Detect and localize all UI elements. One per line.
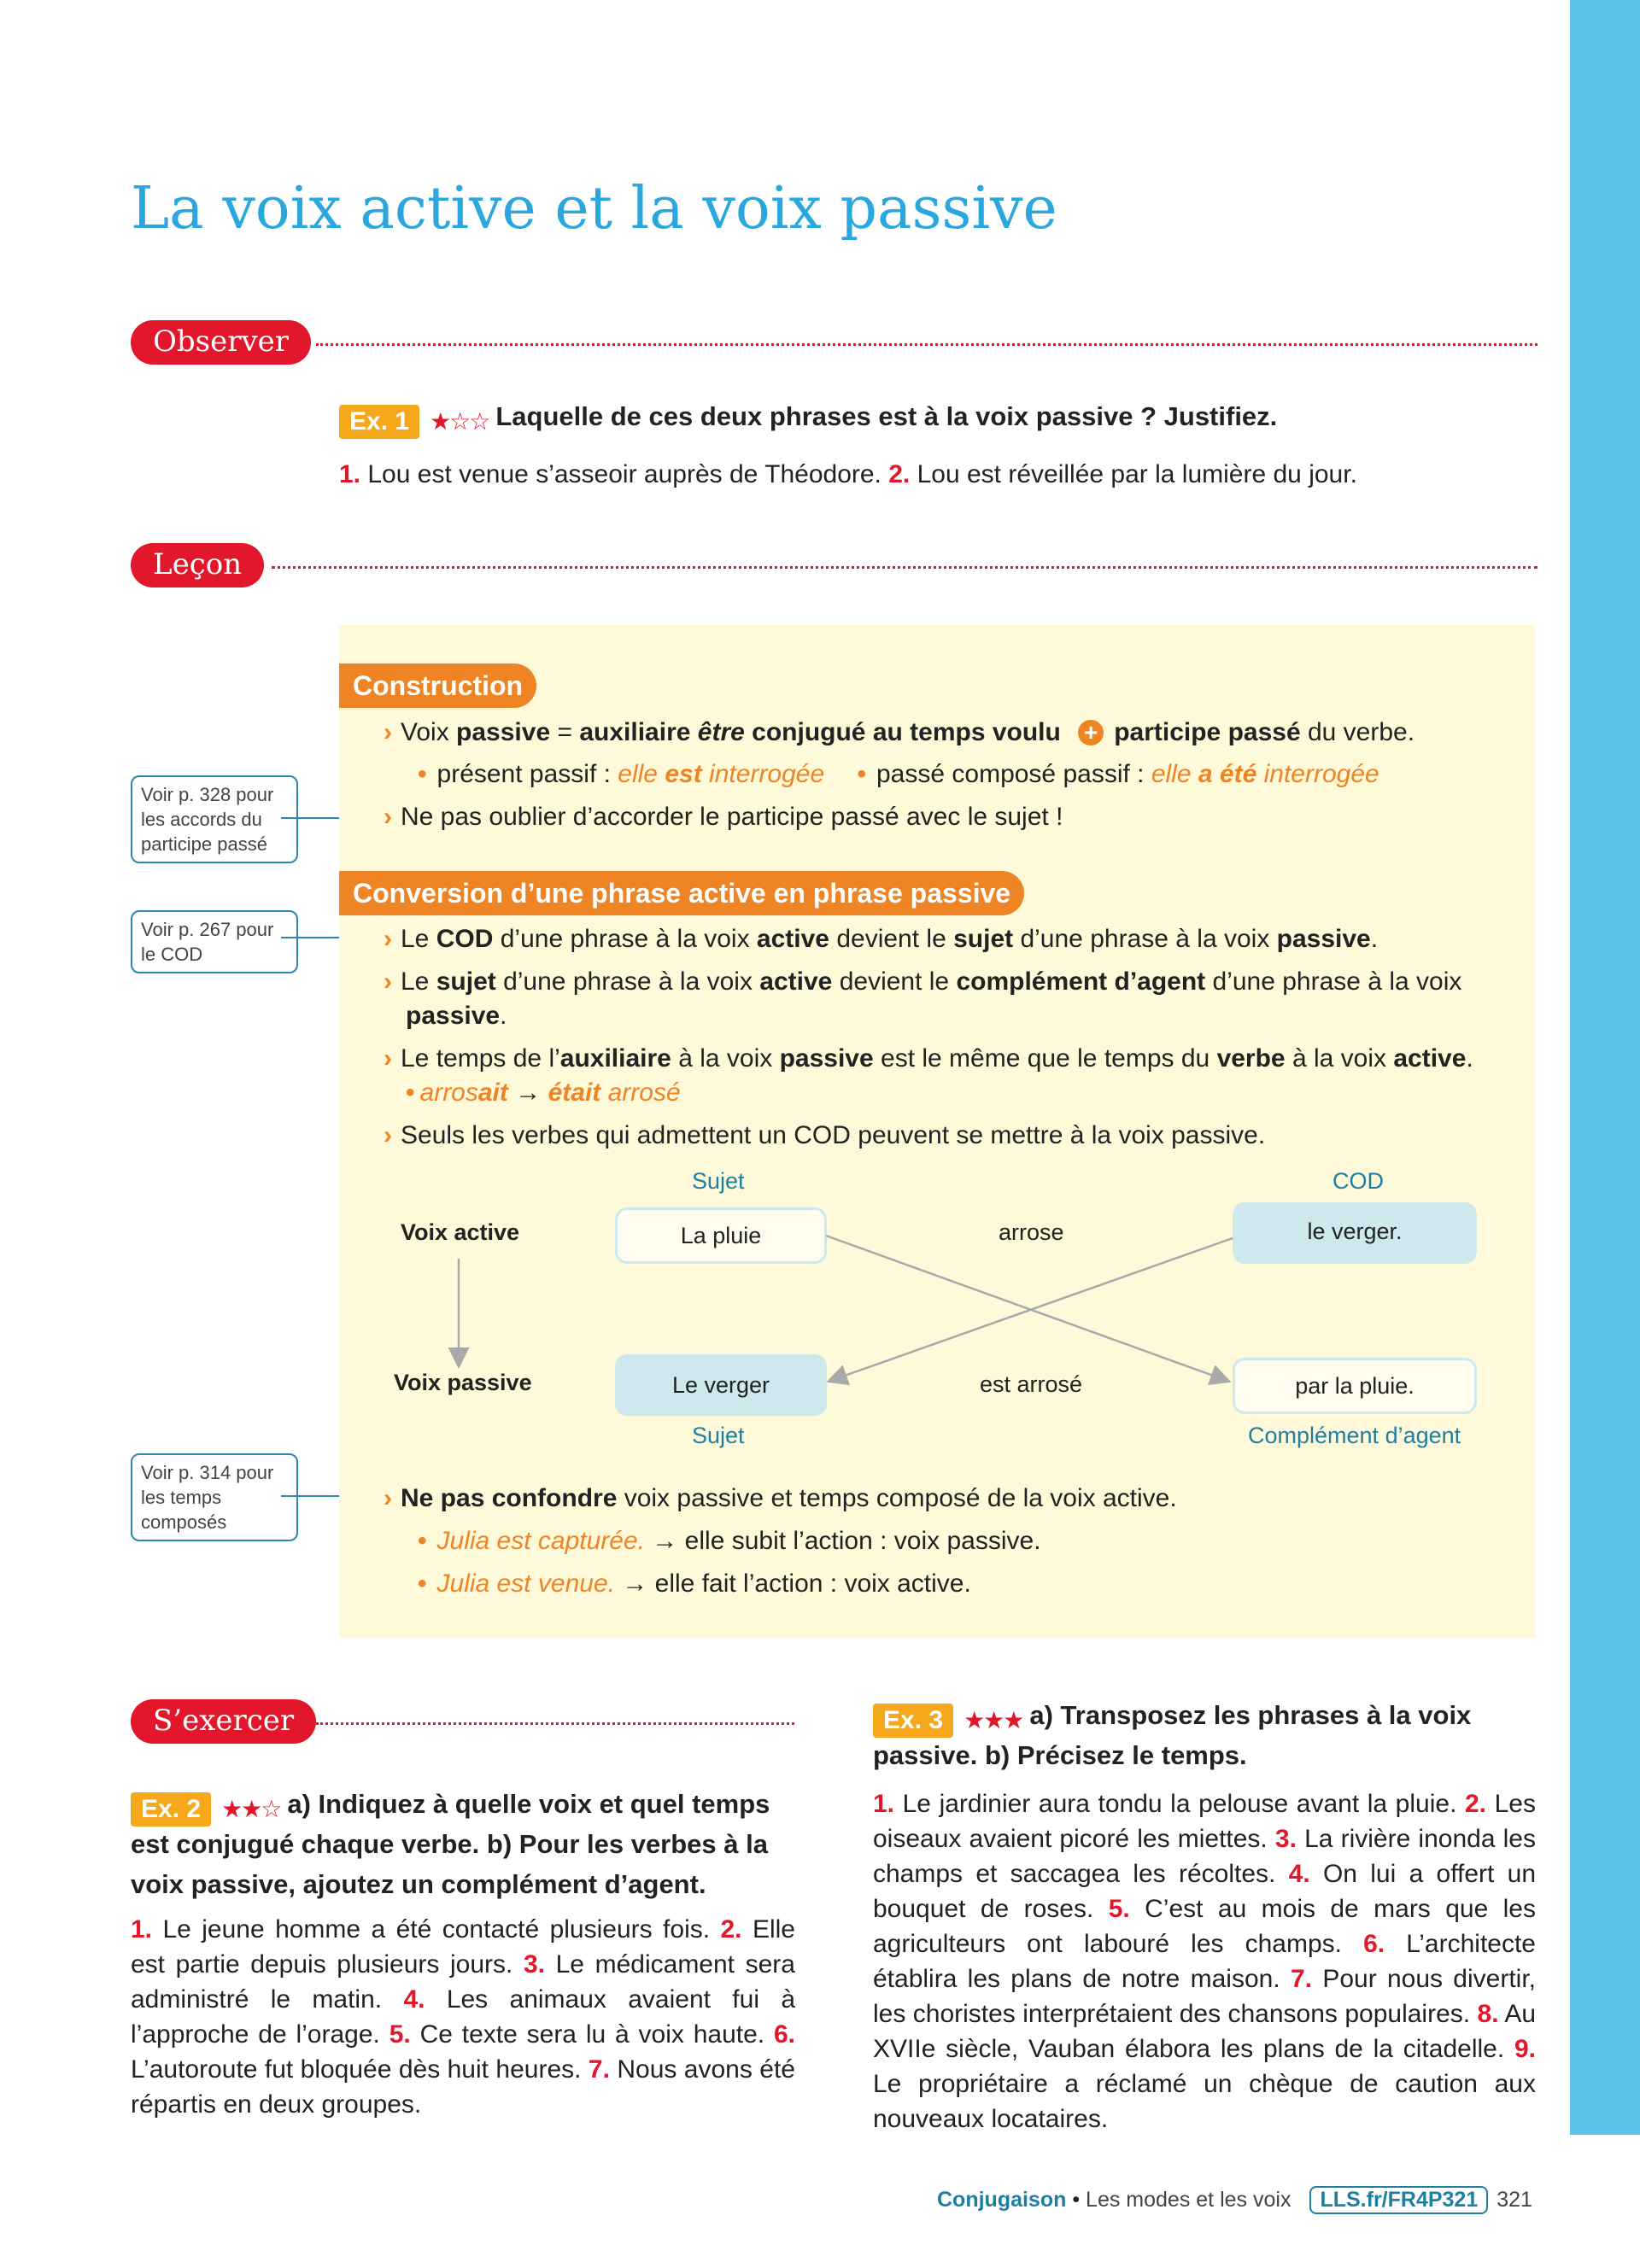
item-number: 2. [888,460,911,488]
conversion-rule-4: › Seuls les verbes qui admettent un COD peuvent se mettre à la voix passive. [384,1121,1266,1149]
section-divider [272,566,1538,569]
box-le-verger-cod: le verger. [1233,1202,1477,1264]
lesson-box [339,625,1535,1638]
ex3-item: Pour nous divertir, les choristes interprétaient des chansons populaires. [873,1965,1536,2028]
section-observer: Observer [131,320,311,365]
section-divider [316,1722,794,1725]
page-footer [937,2186,1532,2214]
label-voix-active: Voix active [401,1219,520,1245]
conversion-rule-2-cont: passive. [406,1002,507,1030]
side-note-temps-composes: Voir p. 314 pour les temps composés [131,1453,298,1541]
conversion-tag: Conversion d’une phrase active en phrase passive [339,871,1024,915]
side-note-cod: Voir p. 267 pour le COD [131,910,298,973]
construction-rule: › Voix passive = auxiliaire être conjugué au temps voulu + participe passé du verbe. [384,718,1415,746]
ex1-badge: Ex. 1 [339,405,419,439]
item-number: 1. [339,460,361,488]
label-sujet-bottom: Sujet [692,1423,745,1448]
ex1-question: Laquelle de ces deux phrases est à la voix passive ? Justifiez. [495,401,1278,431]
difficulty-stars: ★★★ [964,1707,1023,1734]
ex2-item: Ce texte sera lu à voix haute. [419,2020,765,2049]
conversion-rule-1: › Le COD d’une phrase à la voix active devient le sujet d’une phrase à la voix passive. [384,925,1379,953]
ex3-item: Au XVIIe siècle, Vauban élabora les plans de la citadelle. [873,2000,1537,2063]
ex2-item: Le médicament sera administré le matin. [131,1950,795,2014]
ex2-item: Elle est partie depuis plusieurs jours. [131,1915,795,1979]
ex3-heading [873,1698,1536,1778]
note-connector [281,937,339,938]
ex2-item: Nous avons été répartis en deux groupes. [131,2055,795,2119]
page-number: 321 [1496,2188,1532,2212]
label-sujet-top: Sujet [692,1168,745,1194]
plus-icon: + [1078,720,1104,745]
section-sexercer: S’exercer [131,1699,316,1744]
box-le-verger: Le verger [615,1354,827,1416]
agreement-rule: › Ne pas oublier d’accorder le participe passé avec le sujet ! [384,803,1063,831]
side-note-participe: Voir p. 328 pour les accords du participe passé [131,775,298,863]
label-est-arrose: est arrosé [980,1371,1083,1397]
ex3-item: Le propriétaire a réclamé un chèque de caution aux nouveaux locataires. [873,2070,1536,2133]
ex1-sentences [339,457,1357,492]
ex3-question: a) Transposez les phrases à la voix passive. b) Précisez le temps. [873,1700,1472,1771]
arrow-icon: → [652,1527,678,1555]
label-complement-agent: Complément d’agent [1248,1423,1461,1448]
ex3-item: On lui a offert un bouquet de roses. [873,1860,1537,1923]
label-arrose: arrose [999,1219,1064,1245]
footer-separator: • [1066,2188,1086,2212]
ex3-item: Les oiseaux avaient picoré les miettes. [873,1790,1536,1853]
ex1-sentence-1: Lou est venue s’asseoir auprès de Théodore. [367,460,882,488]
conversion-rule-3: › Le temps de l’auxiliaire à la voix passive est le même que le temps du verbe à la voix active. [384,1044,1473,1073]
arrow-sujet-to-agent [826,1236,1227,1381]
ex2-item: Les animaux avaient fui à l’approche de l’orage. [131,1985,795,2049]
confusion-example-1: • Julia est capturée. → elle subit l’action : voix passive. [418,1527,1041,1555]
note-connector [281,817,339,819]
conversion-rule-2: › Le sujet d’une phrase à la voix active devient le complément d’agent d’une phrase à la voix [384,967,1462,996]
ex2-item: L’autoroute fut bloquée dès huit heures. [131,2055,582,2084]
difficulty-stars: ★★☆ [221,1796,281,1823]
arrow-icon: → [622,1569,648,1598]
note-connector [281,1495,339,1497]
construction-examples: • présent passif : elle est interrogée • passé composé passif : elle a été interrogée [418,760,1379,788]
ex2-items: 1. Le jeune homme a été contacté plusieurs fois. 2. Elle est partie depuis plusieurs jours. 3. Le médicament sera administré le matin. 4. Les animaux avaient fui à l’approche de l’orage. 5. Ce texte sera lu à voix haute. 6. L’autoroute fut bloquée dès huit heures. 7. Nous avons été répartis en deux groupes. [131,1915,795,2119]
conversion-example: • arrosait → était arrosé [406,1078,681,1107]
construction-tag: Construction [339,663,536,708]
ex1-sentence-2: Lou est réveillée par la lumière du jour. [917,460,1357,488]
box-par-la-pluie: par la pluie. [1233,1358,1477,1414]
label-voix-passive: Voix passive [394,1370,532,1395]
ex3-item: La rivière inonda les champs et saccagea les récoltes. [873,1825,1536,1888]
difficulty-stars: ★☆☆ [430,408,489,435]
page-title: La voix active et la voix passive [131,175,1057,243]
ex3-item: L’architecte établira les plans de notre maison. [873,1930,1536,1993]
chevron-icon: › [384,803,392,831]
footer-subject: Conjugaison [937,2188,1067,2212]
label-cod-top: COD [1332,1168,1384,1194]
ex2-heading [131,1786,795,1907]
arrow-icon: → [515,1078,542,1107]
section-lecon: Leçon [131,543,264,587]
confusion-example-2: • Julia est venue. → elle fait l’action : voix active. [418,1569,971,1598]
ex2-question: a) Indiquez à quelle voix et quel temps est conjugué chaque verbe. b) Pour les verbes à la voix passive, ajoutez un complément d’agent. [131,1789,770,1900]
ex3-badge: Ex. 3 [873,1704,953,1738]
ex2-item: Le jeune homme a été contacté plusieurs fois. [162,1915,711,1944]
ex3-item: Le jardinier aura tondu la pelouse avant la pluie. [902,1790,1457,1818]
ex3-item: C’est au mois de mars que les agriculteurs ont labouré les champs. [873,1895,1536,1958]
footer-topic: Les modes et les voix [1086,2188,1292,2212]
side-color-bar [1570,0,1640,2135]
ex3-items: 1. Le jardinier aura tondu la pelouse avant la pluie. 2. Les oiseaux avaient picoré les miettes. 3. La rivière inonda les champs et saccagea les récoltes. 4. On lui a offert un bouquet de roses. 5. C’est au mois de mars que les agriculteurs ont labouré les champs. 6. L’architecte établira les plans de notre maison. 7. Pour nous divertir, les choristes interprétaient des chansons populaires. 8. Au XVIIe siècle, Vauban élabora les plans de la citadelle. 9. Le propriétaire a réclamé un chèque de caution aux nouveaux locataires. [873,1790,1537,2133]
footer-link[interactable]: LLS.fr/FR4P321 [1309,2186,1488,2214]
chevron-icon: › [384,718,392,746]
box-la-pluie: La pluie [615,1207,827,1264]
section-divider [316,343,1538,346]
ex1-heading [339,401,1552,439]
ex2-badge: Ex. 2 [131,1792,211,1827]
confusion-rule: › Ne pas confondre voix passive et temps composé de la voix active. [384,1484,1177,1512]
